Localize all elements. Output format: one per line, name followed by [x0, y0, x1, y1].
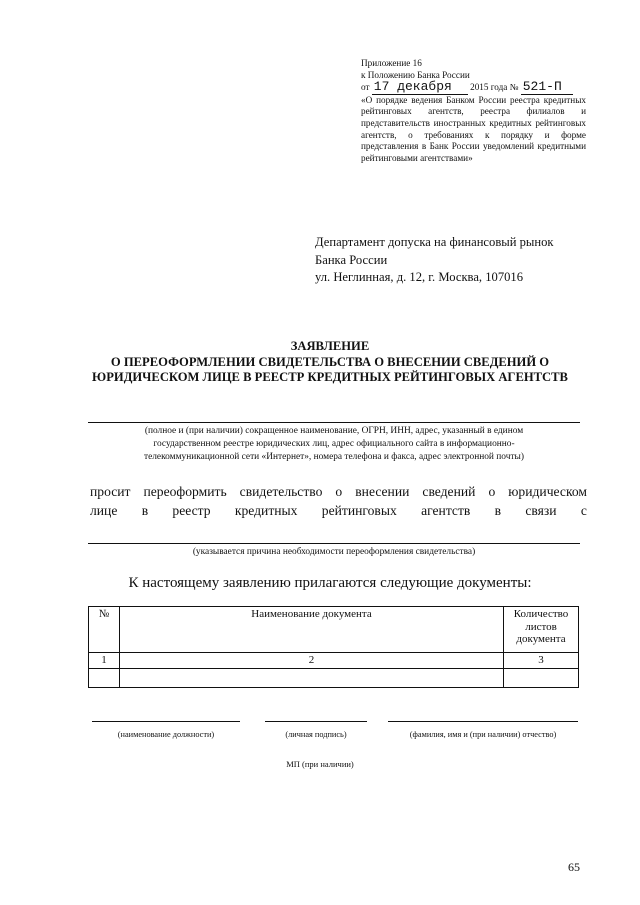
appendix-date-line: [361, 81, 586, 95]
addressee-bank: Банка России: [315, 252, 388, 267]
applicant-fill-line[interactable]: [88, 422, 580, 423]
request-word: агентств: [421, 503, 471, 518]
request-word: лице: [90, 503, 118, 518]
request-word: рейтинговых: [321, 503, 397, 518]
year-text: 2015 года №: [470, 82, 519, 93]
table-cell[interactable]: [89, 668, 120, 687]
table-cell[interactable]: [504, 668, 579, 687]
request-word: реестр: [172, 503, 211, 518]
full-name-caption: (фамилия, имя и (при наличии) отчество): [409, 730, 557, 739]
table-numbering-row: [89, 653, 579, 669]
applicant-hint-line-2: государственном реестре юридических лиц, адрес официального сайта в информационно-: [153, 439, 515, 449]
request-word: кредитных: [234, 503, 298, 518]
signature-fill-line[interactable]: [265, 721, 367, 722]
position-fill-line[interactable]: [92, 721, 240, 722]
title-line-3: ЮРИДИЧЕСКОМ ЛИЦЕ В РЕЕСТР КРЕДИТНЫХ РЕЙТИНГОВЫХ АГЕНТСТВ: [92, 370, 568, 385]
seal-caption: МП (при наличии): [286, 759, 354, 769]
addressee-address: ул. Неглинная, д. 12, г. Москва, 107016: [315, 270, 524, 285]
header-number: №: [89, 607, 120, 653]
table-header-row: [89, 607, 579, 653]
applicant-hint-line-1: (полное и (при наличии) сокращенное наименование, ОГРН, ИНН, адрес, указанный в едином: [144, 426, 524, 436]
request-word: в: [494, 503, 502, 518]
header-document-name: Наименование документа: [119, 607, 503, 653]
request-line-2: [90, 501, 587, 520]
column-number-3: 3: [504, 653, 579, 669]
attachments-heading: К настоящему заявлению прилагаются следующие документы:: [128, 575, 532, 591]
regulation-number: 521-П: [522, 79, 562, 95]
title-line-2: О ПЕРЕОФОРМЛЕНИИ СВИДЕТЕЛЬСТВА О ВНЕСЕНИИ СВЕДЕНИЙ О: [110, 354, 550, 369]
appendix-title: Приложение 16: [361, 58, 422, 68]
column-number-2: 2: [119, 653, 503, 669]
addressee-block: [315, 234, 615, 287]
date-value: 17 декабря: [373, 79, 452, 95]
appendix-description: «О порядке ведения Банком России реестра кредитных рейтинговых агентств, реестра филиалов и представительств иностранных кредитных рейтинговых агентств, о требованиях к порядку и форме представления в Банк России уведомлений кредитными рейтинговыми агентствами»: [361, 94, 586, 163]
documents-table: [88, 606, 579, 688]
title-line-1: ЗАЯВЛЕНИЕ: [290, 339, 370, 353]
request-word: с: [580, 503, 587, 518]
reason-hint: (указывается причина необходимости переоформления свидетельства): [192, 547, 476, 557]
table-cell[interactable]: [119, 668, 503, 687]
appendix-regulation: к Положению Банка России: [361, 69, 470, 80]
request-text: [90, 482, 587, 520]
applicant-hint: [88, 425, 580, 464]
request-word: связи: [525, 503, 557, 518]
table-row: [89, 668, 579, 687]
request-line-1: просит переоформить свидетельство о внесении сведений о юридическом: [90, 484, 587, 499]
appendix-block: [361, 58, 586, 164]
position-caption: (наименование должности): [117, 730, 215, 739]
addressee-department: Департамент допуска на финансовый рынок: [315, 235, 554, 249]
reason-fill-line[interactable]: [88, 543, 580, 544]
column-number-1: 1: [89, 653, 120, 669]
document-title: [60, 339, 600, 386]
applicant-hint-line-3: телекоммуникационной сети «Интернет», номера телефона и факса, адрес электронной почты): [144, 452, 524, 462]
full-name-fill-line[interactable]: [388, 721, 578, 722]
page-number: 65: [568, 860, 580, 874]
signature-caption: (личная подпись): [285, 730, 347, 739]
request-word: в: [141, 503, 149, 518]
header-sheet-count: Количество листов документа: [504, 607, 579, 653]
date-prefix: от: [361, 82, 370, 93]
